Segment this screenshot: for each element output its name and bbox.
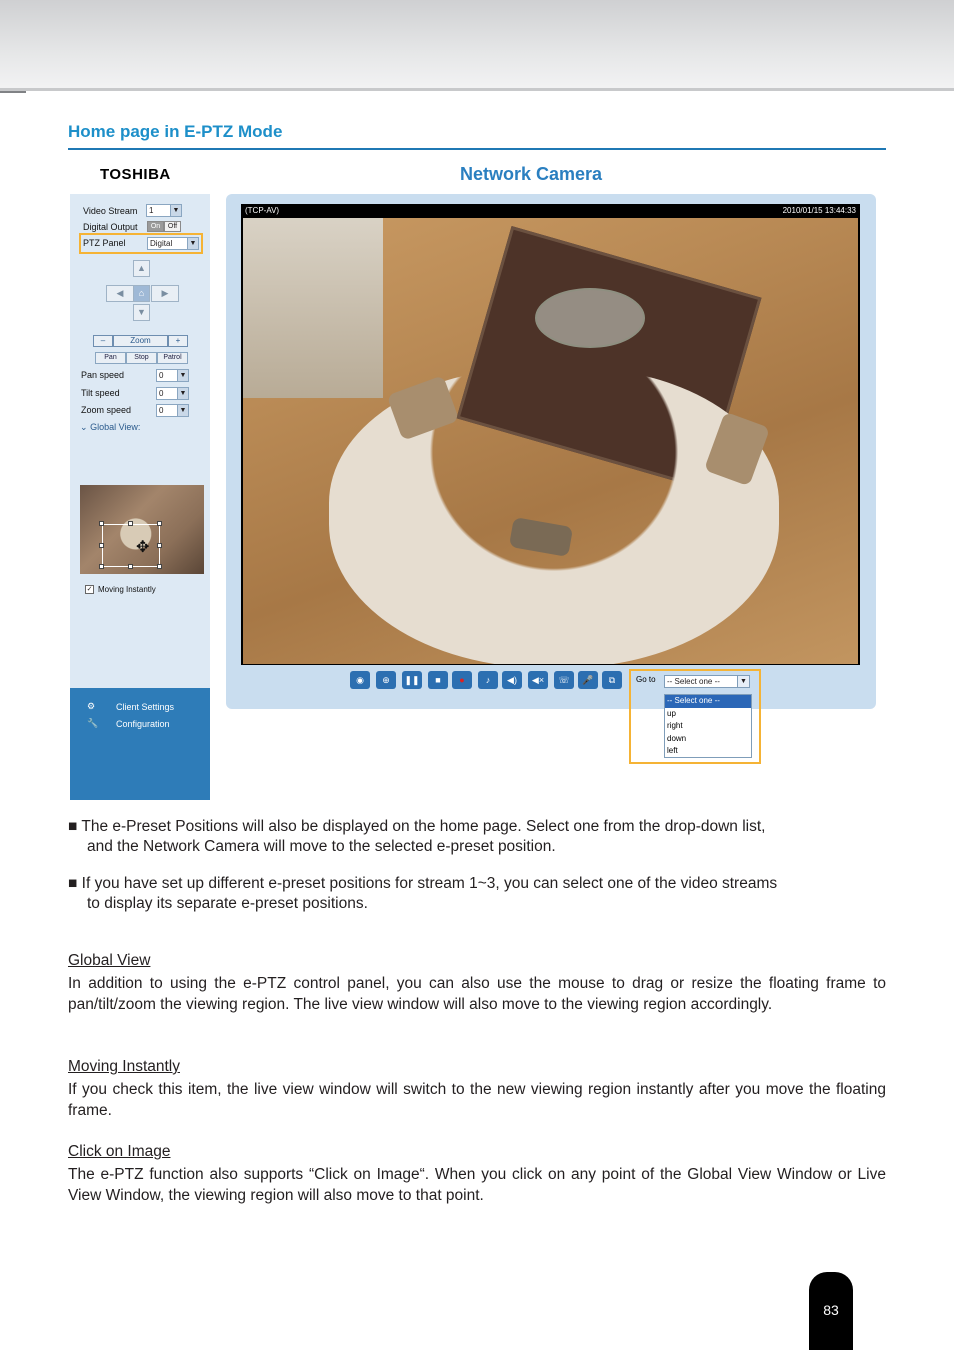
subsection-title: Click on Image	[68, 1143, 171, 1160]
talk-icon: ☏	[558, 675, 570, 685]
resize-handle[interactable]	[99, 543, 104, 548]
ptz-panel-select[interactable]: Digital ▼	[147, 237, 199, 250]
pause-button[interactable]	[402, 671, 422, 689]
arrow-down-icon: ▼	[137, 307, 146, 317]
fullscreen-button[interactable]	[602, 671, 622, 689]
arrow-right-icon: ▶	[161, 288, 169, 298]
chevron-down-icon: ⌄	[80, 422, 88, 432]
video-timestamp: 2010/01/15 13:44:33	[782, 206, 856, 215]
pan-button[interactable]: Pan	[95, 352, 126, 364]
moving-instantly-label: Moving Instantly	[98, 585, 156, 594]
speaker-button[interactable]	[502, 671, 522, 689]
mute-icon: ◀×	[531, 675, 545, 685]
microphone-icon: 🎤	[582, 675, 594, 685]
bullet-item	[68, 817, 886, 857]
moving-instantly-checkbox[interactable]	[85, 585, 94, 594]
pause-icon: ❚❚	[404, 675, 420, 685]
resize-handle[interactable]	[99, 521, 104, 526]
product-title: Network Camera	[460, 164, 603, 184]
digital-output-label: Digital Output	[83, 222, 138, 232]
zoom-speed-select[interactable]: 0 ▼	[156, 404, 189, 417]
global-view-toggle[interactable]: ⌄ Global View:	[80, 422, 141, 432]
zoom-speed-label: Zoom speed	[81, 405, 132, 415]
subsection-body: In addition to using the e-PTZ control panel, you can also use the mouse to drag or resize the floating frame to pan/tilt/zoom the viewing region. The live view window will also move to the viewing region accordingly.	[68, 975, 886, 1013]
screenshot-top-rule	[68, 148, 886, 150]
resize-handle[interactable]	[157, 521, 162, 526]
home-button[interactable]	[133, 285, 150, 302]
mute-button[interactable]	[528, 671, 548, 689]
tilt-speed-select[interactable]: 0 ▼	[156, 387, 189, 400]
goto-option[interactable]: down	[667, 733, 687, 743]
goto-select[interactable]: -- Select one -- ▼	[664, 675, 750, 688]
brand-logo: TOSHIBA	[100, 166, 171, 183]
fullscreen-icon: ⧉	[608, 675, 616, 685]
client-settings-link[interactable]: Client Settings	[116, 702, 175, 712]
digital-output-on-button[interactable]: On	[147, 221, 164, 232]
goto-option[interactable]: left	[667, 746, 678, 755]
pan-speed-label: Pan speed	[81, 370, 125, 380]
chevron-down-icon: ▼	[177, 405, 188, 416]
microphone-button[interactable]	[578, 671, 598, 689]
stop-icon: ■	[435, 675, 441, 685]
live-view-window[interactable]	[241, 204, 860, 665]
tilt-down-button[interactable]	[133, 304, 150, 321]
camera-ui-screenshot	[68, 148, 886, 800]
coffee-table	[535, 288, 645, 348]
digital-zoom-button[interactable]	[376, 671, 396, 689]
checkmark-icon: ✓	[86, 586, 93, 593]
speaker-icon: ◀)	[507, 675, 517, 685]
stream-protocol-label: (TCP-AV)	[245, 206, 280, 215]
patrol-button[interactable]: Patrol	[157, 352, 188, 364]
subsection-title: Global View	[68, 952, 151, 969]
bullet-text-continued: to display its separate e-preset positions.	[87, 895, 368, 912]
resize-handle[interactable]	[128, 564, 133, 569]
bullet-item	[68, 874, 886, 914]
pan-left-button[interactable]	[106, 285, 134, 302]
goto-option[interactable]: right	[667, 721, 683, 730]
section-heading: Home page in E-PTZ Mode	[68, 122, 283, 141]
resize-handle[interactable]	[157, 564, 162, 569]
tilt-speed-label: Tilt speed	[81, 388, 120, 398]
resize-handle[interactable]	[157, 543, 162, 548]
bullet-text: ■ The e-Preset Positions will also be displayed on the home page. Select one from the drop-down list,	[68, 818, 766, 835]
stop-stream-button[interactable]	[428, 671, 448, 689]
control-panel	[70, 194, 210, 800]
page-number-tab	[809, 1272, 853, 1350]
goto-option[interactable]: -- Select one --	[665, 695, 751, 708]
wall-area	[243, 218, 383, 398]
snapshot-button[interactable]	[350, 671, 370, 689]
global-view-window[interactable]	[80, 485, 204, 574]
goto-highlight	[629, 669, 761, 764]
bullet-text-continued: and the Network Camera will move to the selected e-preset position.	[87, 838, 556, 855]
chevron-down-icon: ▼	[737, 676, 749, 687]
goto-option[interactable]: up	[667, 708, 676, 718]
video-stream-select[interactable]: 1 ▼	[146, 204, 182, 217]
subsection-title: Moving Instantly	[68, 1058, 180, 1075]
page-number: 83	[823, 1302, 839, 1318]
header-rule	[0, 88, 954, 91]
video-stream-label: Video Stream	[83, 206, 138, 216]
record-icon: ●	[459, 675, 465, 685]
floating-frame[interactable]	[102, 524, 160, 567]
subsection-body: If you check this item, the live view window will switch to the new viewing region instantly after you move the floating frame.	[68, 1081, 886, 1119]
video-caption-bar	[241, 204, 860, 218]
zoom-in-button[interactable]: +	[168, 335, 188, 347]
live-video-image[interactable]	[243, 218, 858, 664]
header-rule-accent	[0, 91, 26, 93]
ptz-panel-label: PTZ Panel	[83, 238, 126, 248]
zoom-in-icon: ⊕	[382, 675, 390, 685]
tilt-up-button[interactable]	[133, 260, 150, 277]
arrow-left-icon: ◀	[116, 288, 124, 298]
bullet-text: ■ If you have set up different e-preset positions for stream 1~3, you can select one of the video streams	[68, 875, 778, 892]
subsection-body: The e-PTZ function also supports “Click on Image“. When you click on any point of the Global View Window or Live View Window, the viewing region will also move to that point.	[68, 1166, 886, 1204]
record-button[interactable]	[452, 671, 472, 689]
talk-button[interactable]	[554, 671, 574, 689]
zoom-label: Zoom	[113, 335, 168, 347]
zoom-out-button[interactable]: –	[93, 335, 113, 347]
configuration-link[interactable]: Configuration	[116, 719, 170, 729]
resize-handle[interactable]	[128, 521, 133, 526]
settings-area	[70, 688, 210, 800]
move-cross-icon: ✥	[136, 539, 150, 556]
header-band	[0, 0, 954, 90]
chevron-down-icon: ▼	[177, 370, 188, 381]
arrow-up-icon: ▲	[137, 263, 146, 273]
pan-speed-select[interactable]: 0 ▼	[156, 369, 189, 382]
live-view-panel	[226, 194, 876, 709]
pan-right-button[interactable]	[151, 285, 179, 302]
resize-handle[interactable]	[99, 564, 104, 569]
digital-output-off-button[interactable]: Off	[164, 221, 181, 232]
chevron-down-icon: ▼	[187, 238, 198, 249]
stop-button[interactable]: Stop	[126, 352, 157, 364]
home-icon: ⌂	[138, 288, 145, 298]
goto-label: Go to	[636, 675, 656, 684]
volume-icon: ♪	[485, 675, 491, 685]
chevron-down-icon: ▼	[170, 205, 181, 216]
volume-button[interactable]	[478, 671, 498, 689]
wrench-icon: 🔧	[87, 718, 99, 728]
camera-icon: ◉	[356, 675, 364, 685]
chevron-down-icon: ▼	[177, 388, 188, 399]
gear-icon: ⚙	[87, 701, 96, 711]
